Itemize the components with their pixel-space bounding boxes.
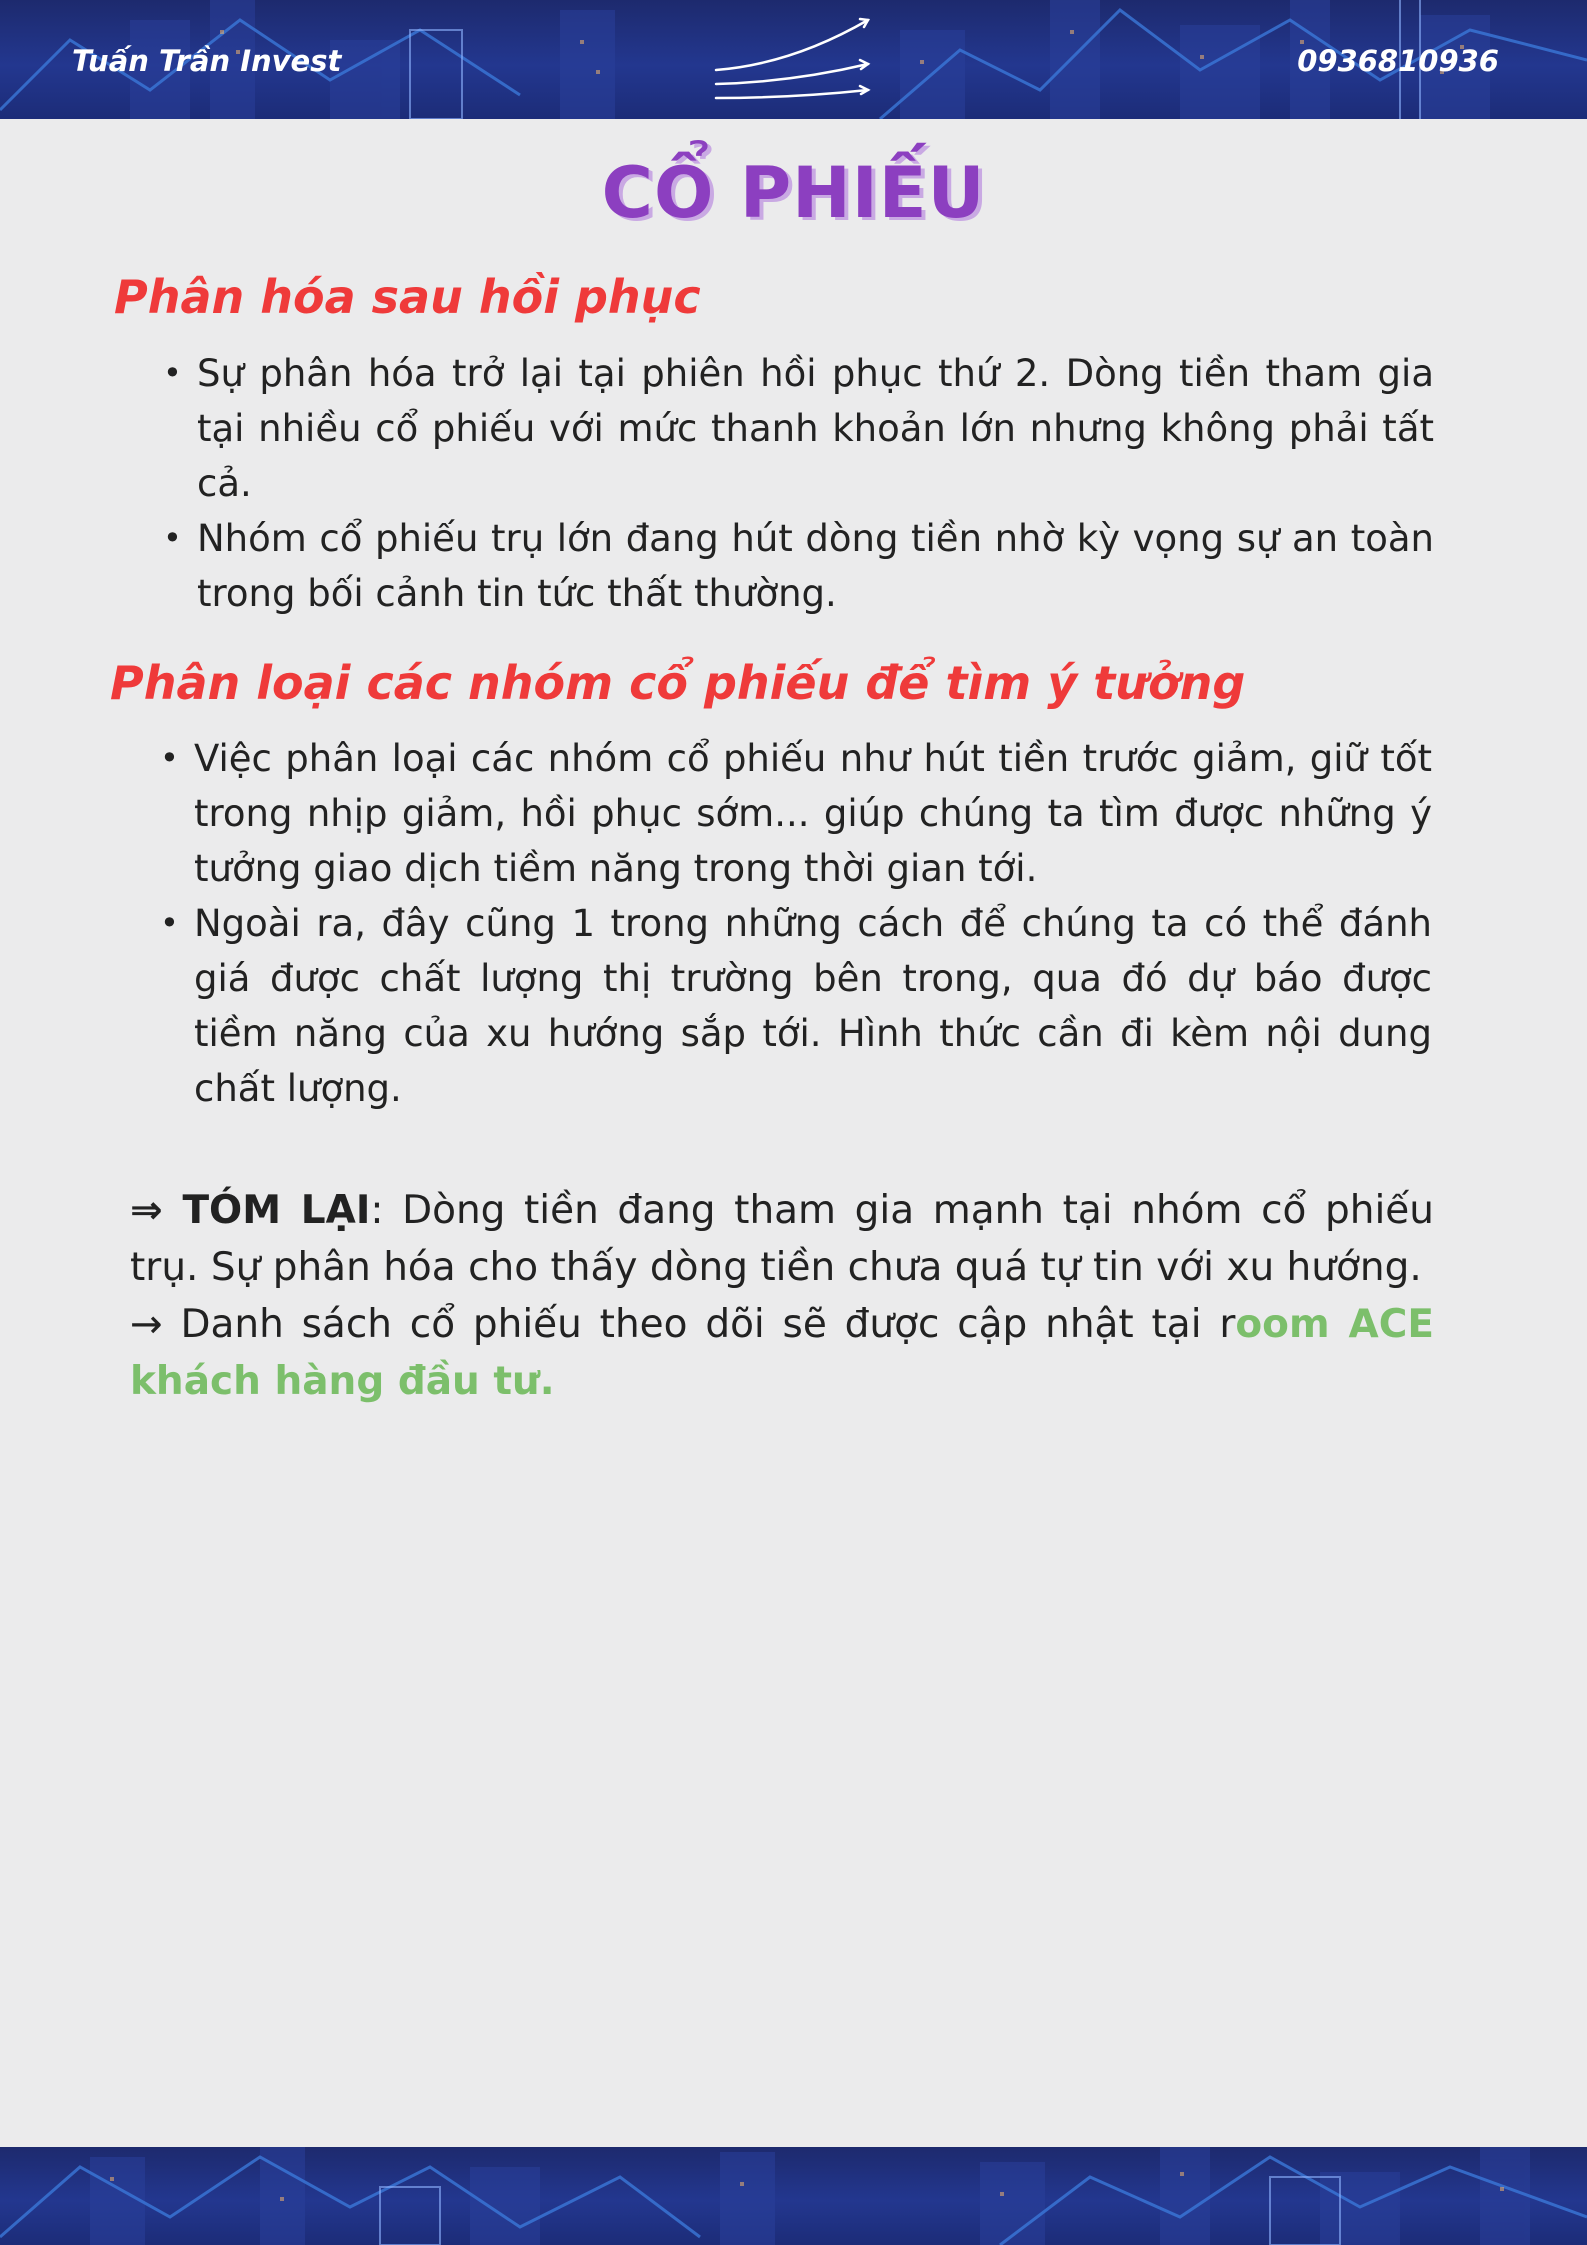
summary-paragraph: [130, 1182, 1434, 1296]
section-bullet-list: [194, 731, 1432, 1116]
rising-arrows-icon: [712, 14, 872, 104]
section-heading-differentiation: Phân hóa sau hồi phục: [114, 270, 701, 324]
brand-name: Tuấn Trần Invest: [72, 44, 342, 78]
phone-number: 0936810936: [1297, 44, 1499, 78]
summary-label: TÓM LẠI: [182, 1188, 371, 1233]
section-heading-classification: Phân loại các nhóm cổ phiếu để tìm ý tưởng: [110, 656, 1246, 710]
list-item: • Sự phân hóa trở lại tại phiên hồi phục thứ 2. Dòng tiền tham gia tại nhiều cổ phiếu với mức thanh khoản lớn nhưng không phải tất cả.: [197, 346, 1434, 511]
page-title: CỔ PHIẾU: [601, 152, 986, 234]
list-item: • Nhóm cổ phiếu trụ lớn đang hút dòng tiền nhờ kỳ vọng sự an toàn trong bối cảnh tin tức thất thường.: [197, 511, 1434, 621]
city-background-graphic: [0, 2147, 1587, 2245]
section-bullet-list: [197, 346, 1434, 621]
footer-band: [0, 2147, 1587, 2245]
summary-note: [130, 1296, 1434, 1410]
list-item: • Ngoài ra, đây cũng 1 trong những cách để chúng ta có thể đánh giá được chất lượng thị trường bên trong, qua đó dự báo được tiềm năng của xu hướng sắp tới. Hình thức cần đi kèm nội dung chất lượng.: [194, 896, 1432, 1116]
summary-arrow-icon: ⇒: [130, 1188, 183, 1233]
summary-note-highlight: oom ACE khách hàng đầu tư.: [130, 1302, 1434, 1404]
summary-block: [130, 1182, 1434, 1410]
list-item: • Việc phân loại các nhóm cổ phiếu như hút tiền trước giảm, giữ tốt trong nhịp giảm, hồi phục sớm... giúp chúng ta tìm được những ý tưởng giao dịch tiềm năng trong thời gian tới.: [194, 731, 1432, 896]
summary-note-prefix: → Danh sách cổ phiếu theo dõi sẽ được cập nhật tại r: [130, 1302, 1236, 1347]
header-band: [0, 0, 1587, 119]
summary-text: : Dòng tiền đang tham gia mạnh tại nhóm cổ phiếu trụ. Sự phân hóa cho thấy dòng tiền chưa quá tự tin với xu hướng.: [130, 1188, 1434, 1290]
